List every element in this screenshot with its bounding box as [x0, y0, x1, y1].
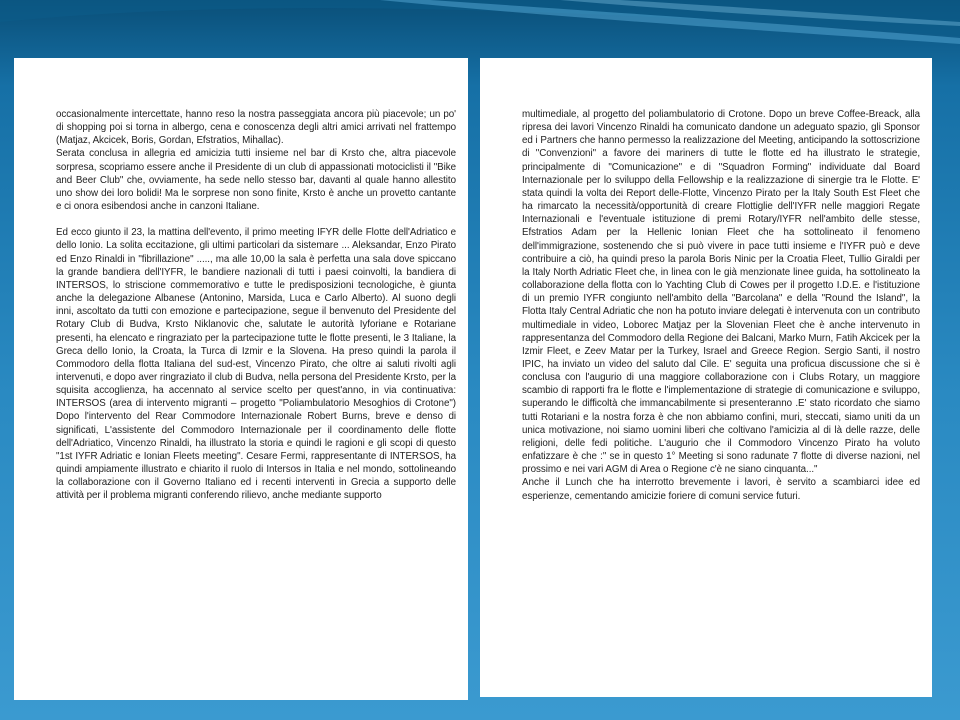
- left-paragraph-1: occasionalmente intercettate, hanno reso la nostra passeggiata ancora più piacevole; un po' di shopping poi si torna in albergo, cena e conoscenza degli altri amici arrivati nel frattempo (Matjaz, Akcicek, Boris, Gordan, Efstratios, Mihallac).: [56, 109, 456, 147]
- document-page-left: [14, 58, 468, 700]
- right-paragraph-2: Anche il Lunch che ha interrotto brevemente i lavori, è servito a scambiarci idee ed esperienze, cementando amicizie foriere di comuni service futuri.: [522, 477, 920, 502]
- paragraph-spacer: [56, 213, 456, 226]
- left-paragraph-2: Serata conclusa in allegria ed amicizia tutti insieme nel bar di Krsto che, altra piacevole sorpresa, scopriamo essere anche il Presidente di un club di appassionati motociclisti il "Bike and Beer Club" che, ovviamente, ha sede nello stesso bar, davanti al quale hanno allestito uno show dei loro bolidi! Ma le sorprese non sono finite, Krsto è anche un provetto cantante e ci onora esibendosi anche in canzoni Italiane.: [56, 148, 456, 213]
- right-paragraph-1: multimediale, al progetto del poliambulatorio di Crotone. Dopo un breve Coffee-Breack, alla ripresa dei lavori Vincenzo Rinaldi ha comunicato dandone un adeguato spazio, gli Sponsor ed i Partners che hanno permesso la realizzazione del Meeting, anticipando la sottoscrizione di "Convenzioni" a favore dei mariners di tutte le flotte ed ha illustrato le strategie, principalmente di "Comunicazione" e di "Squadron Forming" individuate dal Board Internazionale per lo sviluppo della Fellowship e la realizzazione di sinergie tra le Flotte. E' stata quindi la volta dei Report delle-Flotte, Vincenzo Pirato per la Italy South Est Fleet che ha rimarcato la necessità/opportunità di creare Flottiglie dell'IYFR nelle maggiori Regate Internazionali e l'eventuale istituzione di premi Rotary/IYFR nell'ambito delle stesse, Efstratios Adam per la Hellenic Ionian Fleet che ha sottolineato il fenomeno dell'immigrazione, sostenendo che si può vivere in pace tutti insieme e l'IYFR può e deve contribuire a ciò, ha quindi preso la parola Boris Ninic per la Croatia Fleet, Tullio Giraldi per la Italy North Adriatic Fleet che, in linea con le già menzionate linee guida, ha sottolineato la collaborazione della flotta con lo Yachting Club di Cowes per il progetto I.D.E. e l'istituzione di un premio IYFR congiunto nell'ambito della "Barcolana" e della "Round the Island", la Flotta Italy Central Adriatic che non ha potuto inviare delegati è intervenuta con un contributo multimediale in video, Loborec Matjaz per la Slovenian Fleet che è anche intervenuto in rappresentanza del Commodoro della Regione dei Balcani, Marko Murn, Fatih Akcicek per la Izmir Fleet, e Zeev Matar per la Turkey, Israel and Greece Region. Sergio Santi, il nostro IPIC, ha inviato un video del saluto dal Cile. E' seguita una proficua discussione che si è conclusa con l'augurio di una maggiore collaborazione con i Clubs Rotary, un maggiore scambio di rapporti fra le flotte e l'implementazione di strategie di comunicazione e sviluppo, superando le difficoltà che immancabilmente si presenteranno .E' stato ricordato che siamo tutti Rotariani e la nostra forza è che non abbiamo confini, muri, steccati, siamo uniti da un unica motivazione, noi siamo uomini liberi che coltivano l'amicizia al di là delle razze, delle religioni, delle fedi politiche. L'augurio che il Commodoro Vincenzo Pirato ha voluto enfatizzare è che :" se in questo 1° Meeting si sono radunate 7 flotte di diverse nazioni, nel prossimo e nei vari AGM di Area o Regione c'è ne siano cinquanta...": [522, 109, 920, 476]
- background-swoosh: [0, 0, 960, 60]
- document-page-right: [480, 58, 932, 697]
- left-paragraph-3: Ed ecco giunto il 23, la mattina dell'evento, il primo meeting IFYR delle Flotte dell'Adriatico e dello Ionio. La solita eccitazione, gli ultimi particolari da sistemare ... Aleksandar, Enzo Pirato ed Enzo Rinaldi in "fibrillazione" ....., ma alle 10,00 la sala è perfetta una sala dove spiccano la grande bandiera dell'IYFR, le bandiere nazionali di tutti i paesi coinvolti, la bandiera di INTERSOS, lo striscione commemorativo e tutte le predisposizioni tecnologiche, è giunta anche la delegazione Albanese (Antonino, Marsida, Luca e Carlo Alberto). Al suono degli inni, ascoltato da tutti con emozione e partecipazione, segue il benvenuto del Presidente del Rotary Club di Budva, Krsto Niklanovic che, salutate le autorità Iyforiane e Rotariane presenti, ha elencato e ringraziato per la partecipazione tutte le flotte presenti, le 3 Italiane, la Greca dello Ionio, la Croata, la Turca di Izmir e la Slovena. Ha preso quindi la parola il Commodoro della flotta Italiana del sud-est, Vincenzo Pirato, che oltre ai saluti rivolti agli intervenuti, e dopo aver ringraziato il club di Budva, nella persona del Presidente Krsto, per la squisita accoglienza, ha accennato al service scelto per quest'anno, in via continuativa: INTERSOS (area di intervento migranti – progetto "Poliambulatorio Mesoghios di Crotone") Dopo l'intervento del Rear Commodore Internazionale Robert Burns, breve e denso di significati, L'assistente del Commodoro Internazionale per il coordinamento delle flotte dell'Adriatico, Vincenzo Rinaldi, ha illustrato la storia e quindi le ragioni e gli scopi di questo "1st IYFR Adriatic e Ionian Fleets meeting". Cesare Fermi, rappresentante di INTERSOS, ha quindi ampiamente illustrato e chiarito il ruolo di Intersos in Italia e nel mondo, sottolineando la collaborazione con il Governo Italiano ed i recenti interventi in Grecia a supporto delle attività per il problema migranti conferendo rilievo, anche mediante supporto: [56, 227, 456, 502]
